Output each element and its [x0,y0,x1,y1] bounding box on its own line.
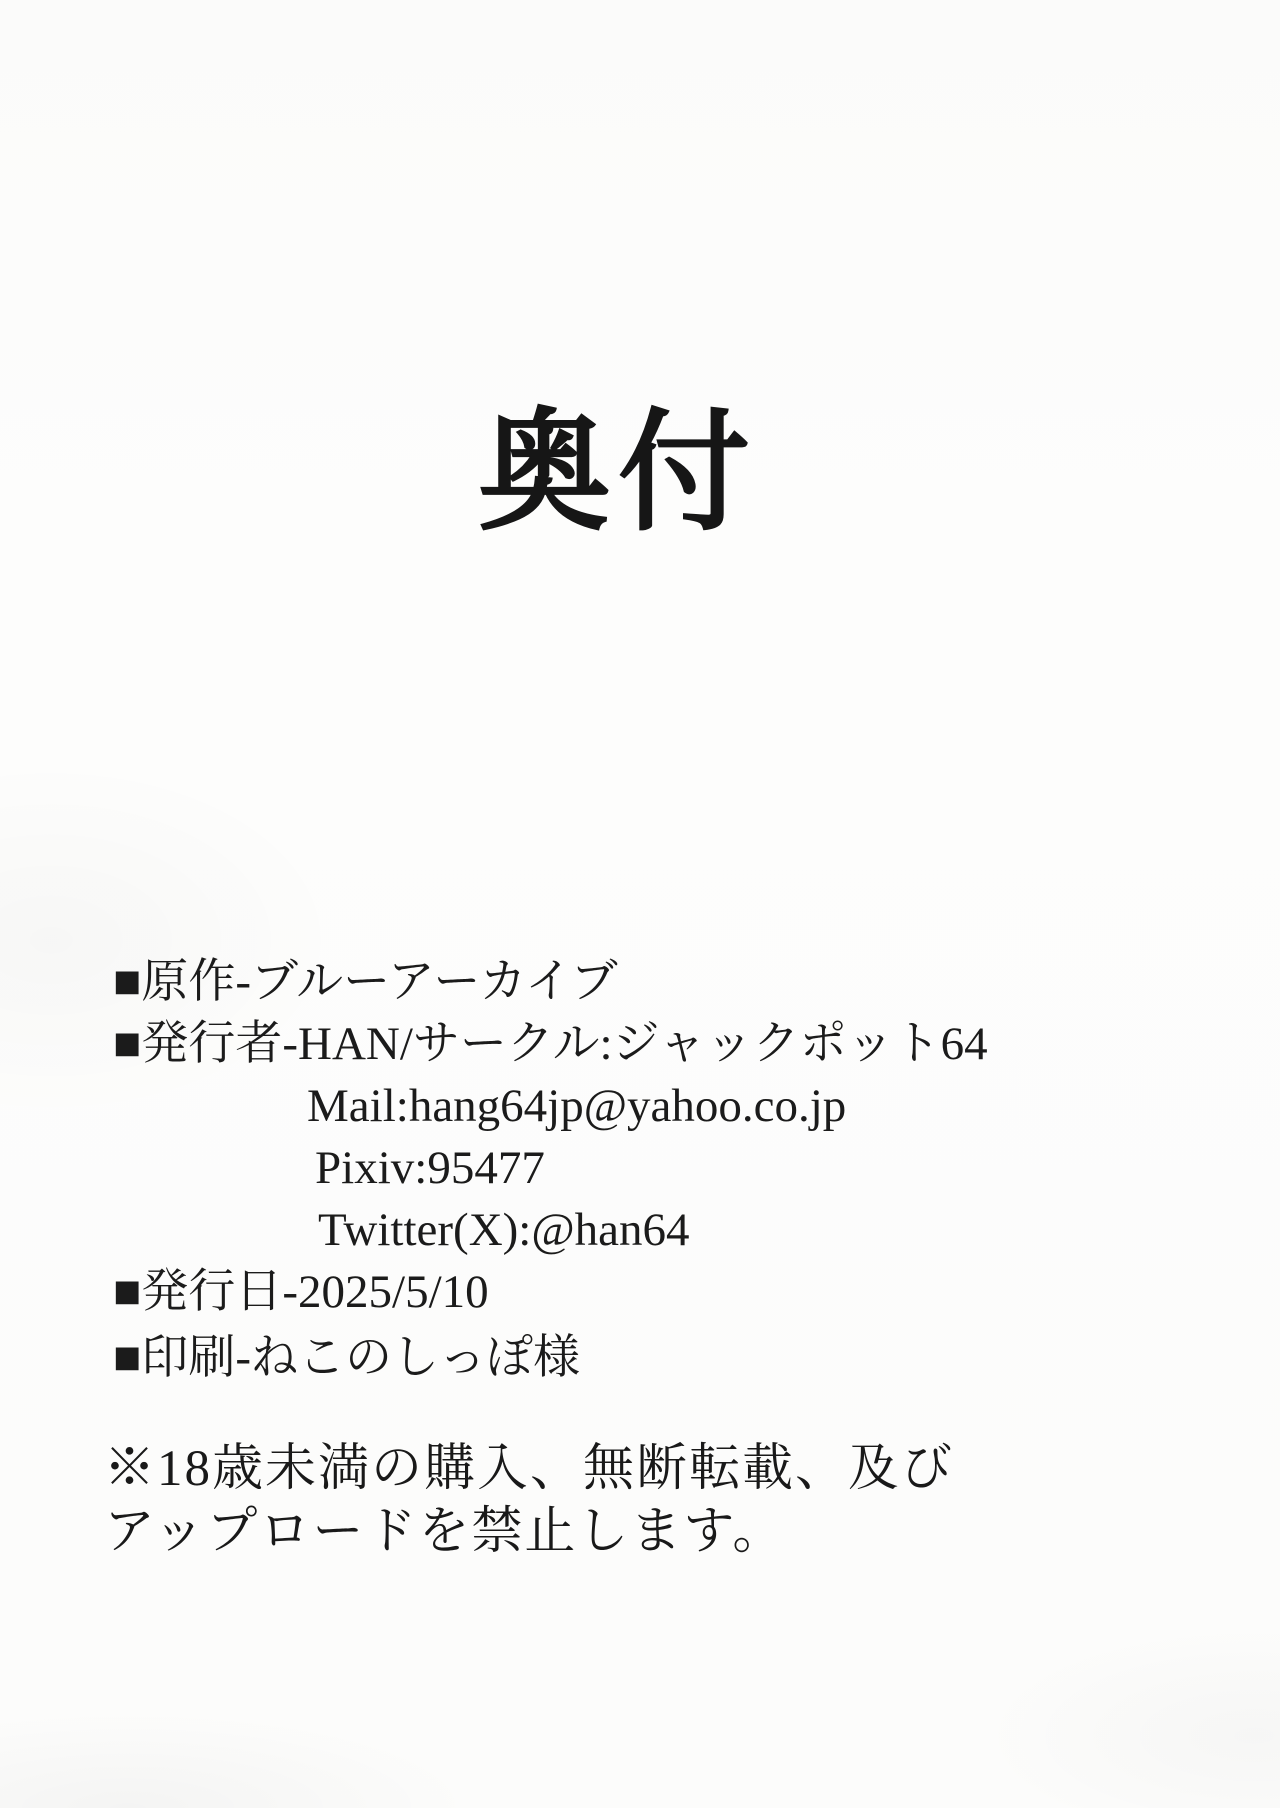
colophon-line-mail-address: Mail:hang64jp@yahoo.co.jp [307,1080,847,1132]
disclaimer-line-2: アップロードを禁止します。 [104,1504,786,1560]
colophon-line-pixiv-id: Pixiv:95477 [315,1142,545,1194]
colophon-line-original-work: ■原作-ブルーアーカイブ [113,956,618,1008]
age-restriction-notice [0,1438,1280,1564]
colophon-line-publisher: ■発行者-HAN/サークル:ジャックポット64 [113,1018,988,1070]
page-title: 奥付 [478,400,758,547]
colophon-line-publish-date: ■発行日-2025/5/10 [113,1266,489,1318]
colophon-block [0,951,1280,1389]
colophon-line-printer: ■印刷-ねこのしっぽ様 [113,1332,581,1384]
colophon-line-twitter-handle: Twitter(X):@han64 [318,1204,690,1256]
disclaimer-line-1: ※18歳未満の購入、無断転載、及び [104,1441,955,1497]
